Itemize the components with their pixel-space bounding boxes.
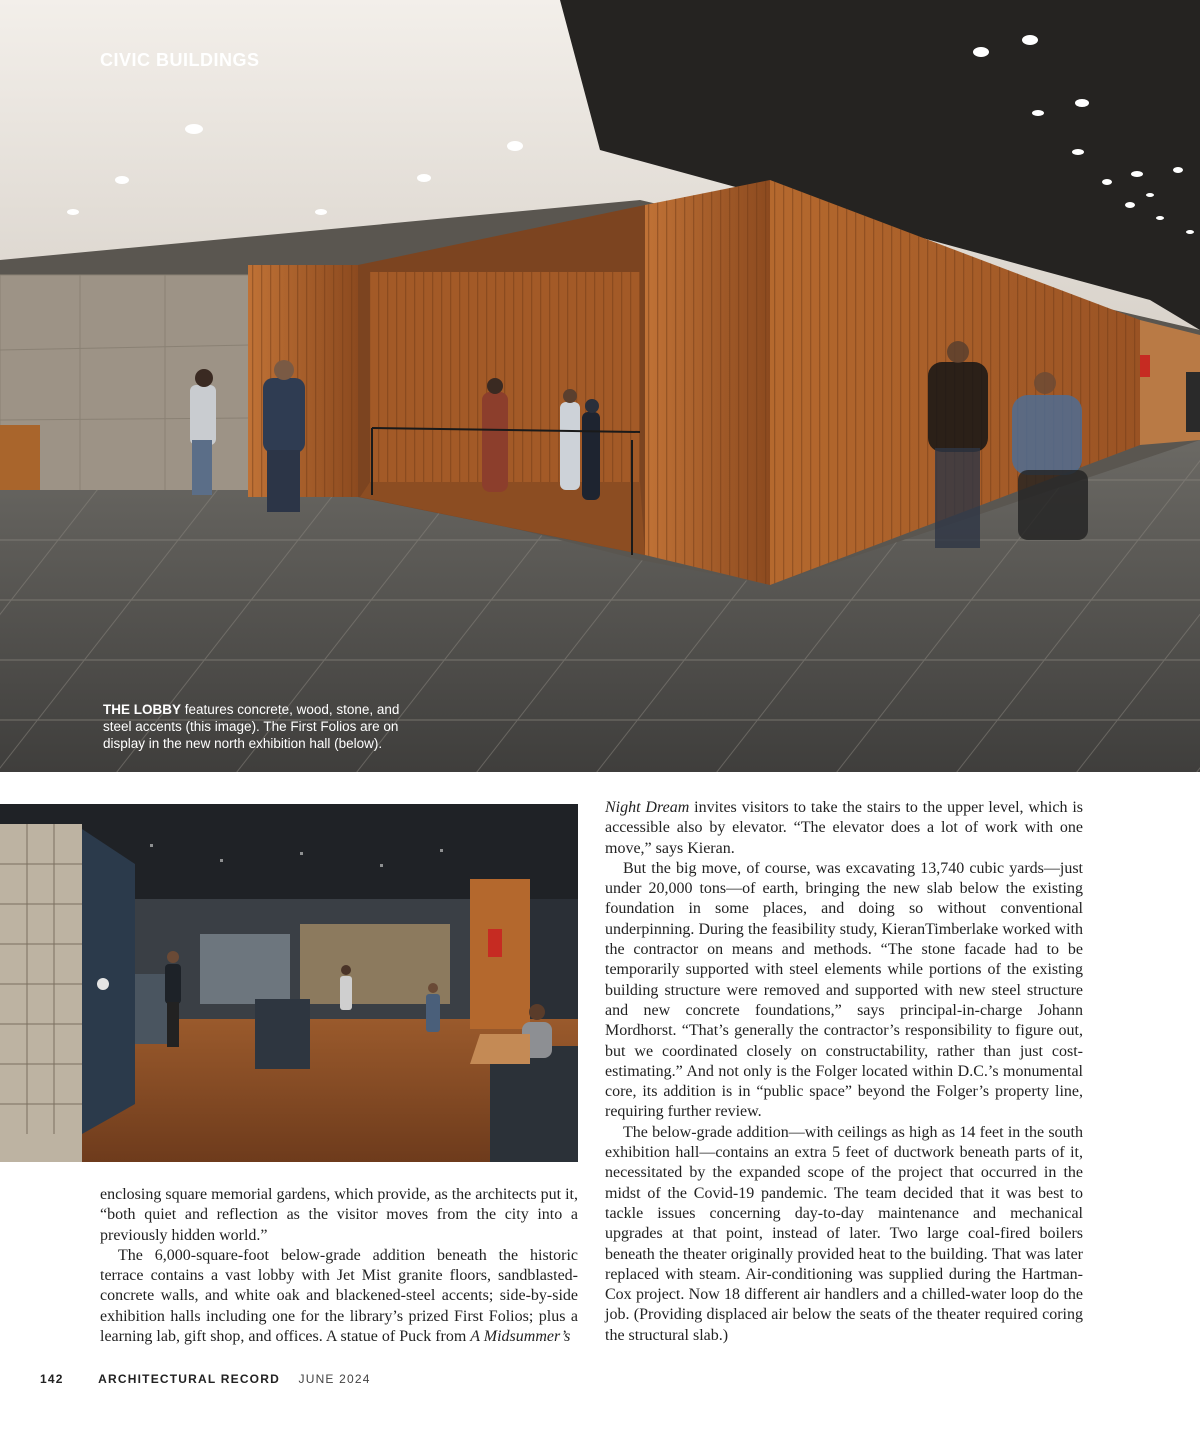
caption-lead: THE LOBBY: [103, 702, 182, 717]
paragraph: enclosing square memorial gardens, which provide, as the architects put it, “both quiet and reflection as the visitor moves from the city into a previously hidden world.”: [100, 1186, 578, 1244]
paragraph: [100, 1246, 578, 1347]
caption-text: features concrete, wood, stone, and steel accents (this image). The First Folios are on display in the new north exhibition hall (below).: [103, 702, 400, 751]
publication-name: ARCHITECTURAL RECORD: [98, 1371, 280, 1386]
page-number: 142: [40, 1371, 64, 1386]
paragraph-text: The 6,000-square-foot below-grade addition beneath the historic terrace contains a vast lobby with Jet Mist granite floors, sandblasted-concrete walls, and white oak and blackened-steel accents; side-by-side exhibition halls including one for the library’s prized First Folios; plus a learning lab, gift shop, and offices. A statue of Puck from: [100, 1246, 578, 1346]
exhibition-hall-illustration: [0, 804, 578, 1162]
paragraph: [605, 798, 1083, 859]
article-column-right: [605, 798, 1083, 1346]
italic-title: Night Dream: [605, 799, 690, 816]
paragraph-text: invites visitors to take the stairs to the upper level, which is accessible also by elevator. “The elevator does a lot of work with one move,” says Kieran.: [605, 799, 1084, 857]
lobby-photo-caption: [103, 701, 423, 752]
page-footer: [40, 1371, 371, 1389]
exhibition-hall-photo: [0, 804, 578, 1162]
article-column-left: [100, 1185, 578, 1347]
paragraph: But the big move, of course, was excavating 13,740 cubic yards—just under 20,000 tons—of earth, bringing the new slab below the existing foundation in some places, and doing so without conventional underpinning. During the feasibility study, KieranTimberlake worked with the contractor on means and methods. “The stone facade had to be temporarily supported with steel elements while portions of the existing building structure were removed and supported with new steel structure and new concrete foundations,” says principal-in-charge Johann Mordhorst. “That’s generally the contractor’s responsibility to figure out, but we coordinated closely on constructability, rather than just cost-estimating.” And not only is the Folger located within D.C.’s monumental core, its addition is in “public space” beyond the Folger’s property line, requiring further review.: [605, 859, 1083, 1121]
section-label: CIVIC BUILDINGS: [100, 50, 260, 70]
issue-date: JUNE 2024: [298, 1371, 371, 1386]
italic-title: A Midsummer’s: [470, 1328, 571, 1346]
paragraph: The below-grade addition—with ceilings as high as 14 feet in the south exhibition hall—contains an extra 5 feet of ductwork beneath parts of it, necessitated by the expanded scope of the project that occurred in the midst of the Covid-19 pandemic. The team decided that it was best to tackle issues concerning day-to-day maintenance and mechanical upgrades at that point, instead of later. Two large coal-fired boilers beneath the theater originally provided heat to the building. That was later replaced with steam. Air-conditioning was supplied during the Hartman-Cox project. Now 18 different air handlers and a chilled-water loop do the job. (Providing displaced air below the seats of the theater required coring the structural slab.): [605, 1123, 1083, 1344]
